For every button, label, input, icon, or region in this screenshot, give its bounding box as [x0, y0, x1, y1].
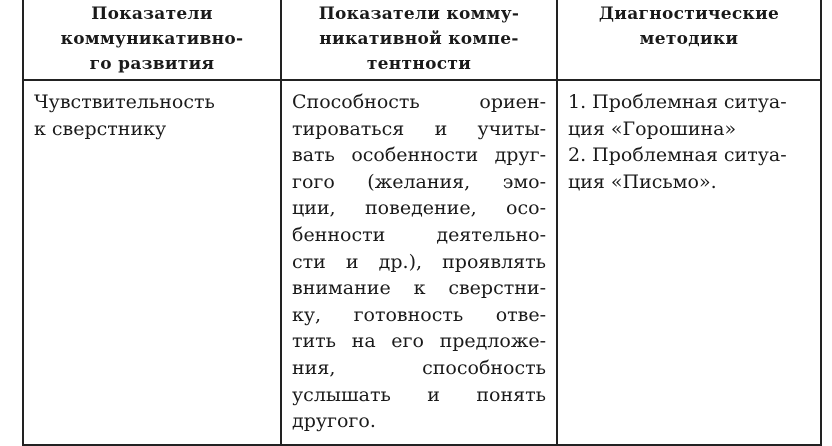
header-communicative-development	[23, 0, 281, 80]
document-page	[22, 0, 820, 432]
cell-line: ку, готовность отве-	[292, 303, 546, 326]
cell-line: гого (желания, эмо-	[292, 170, 546, 193]
method-item	[568, 142, 810, 195]
cell-line: внимание к сверстни-	[292, 277, 546, 300]
cell-line: ции, поведение, осо-	[292, 197, 546, 220]
cell-line: тироваться и учиты-	[292, 117, 546, 140]
cell-line: бенности деятельно-	[292, 223, 546, 246]
header-line: коммуникативно-	[60, 29, 244, 49]
cell-line: вать особенности друг-	[292, 144, 546, 167]
cell-indicator	[23, 80, 281, 445]
cell-line: к сверстнику	[34, 117, 167, 140]
cell-line: сти и др.), проявлять	[292, 250, 546, 273]
cell-line: Чувствительность	[34, 91, 215, 113]
header-communicative-competence	[281, 0, 557, 80]
header-line: методики	[639, 29, 739, 49]
header-line: Показатели	[91, 4, 213, 24]
header-line: Показатели комму-	[318, 4, 520, 24]
cell-line: другого.	[292, 410, 376, 433]
header-line: тентности	[366, 54, 472, 74]
header-line: Диагностические	[598, 4, 780, 24]
cell-line: услышать и понять	[292, 383, 546, 406]
cell-line: ния, способность	[292, 356, 546, 379]
table-row	[23, 80, 821, 445]
cell-competence	[281, 80, 557, 445]
method-item	[568, 89, 810, 142]
cell-methods	[557, 80, 821, 445]
table-header	[23, 0, 821, 80]
cell-line: ция «Горошина»	[568, 117, 737, 140]
header-diagnostic-methods	[557, 0, 821, 80]
header-line: го развития	[89, 54, 215, 74]
header-line: никативной компе-	[319, 29, 519, 49]
cell-line: Способность ориен-	[292, 91, 546, 113]
cell-line: ция «Письмо».	[568, 170, 717, 193]
indicators-table	[22, 0, 822, 446]
header-row	[23, 0, 821, 80]
table-body	[23, 80, 821, 445]
cell-line: 2. Проблемная ситуа-	[568, 144, 787, 167]
cell-line: тить на его предложе-	[292, 330, 546, 353]
cell-line: 1. Проблемная ситуа-	[568, 91, 787, 113]
